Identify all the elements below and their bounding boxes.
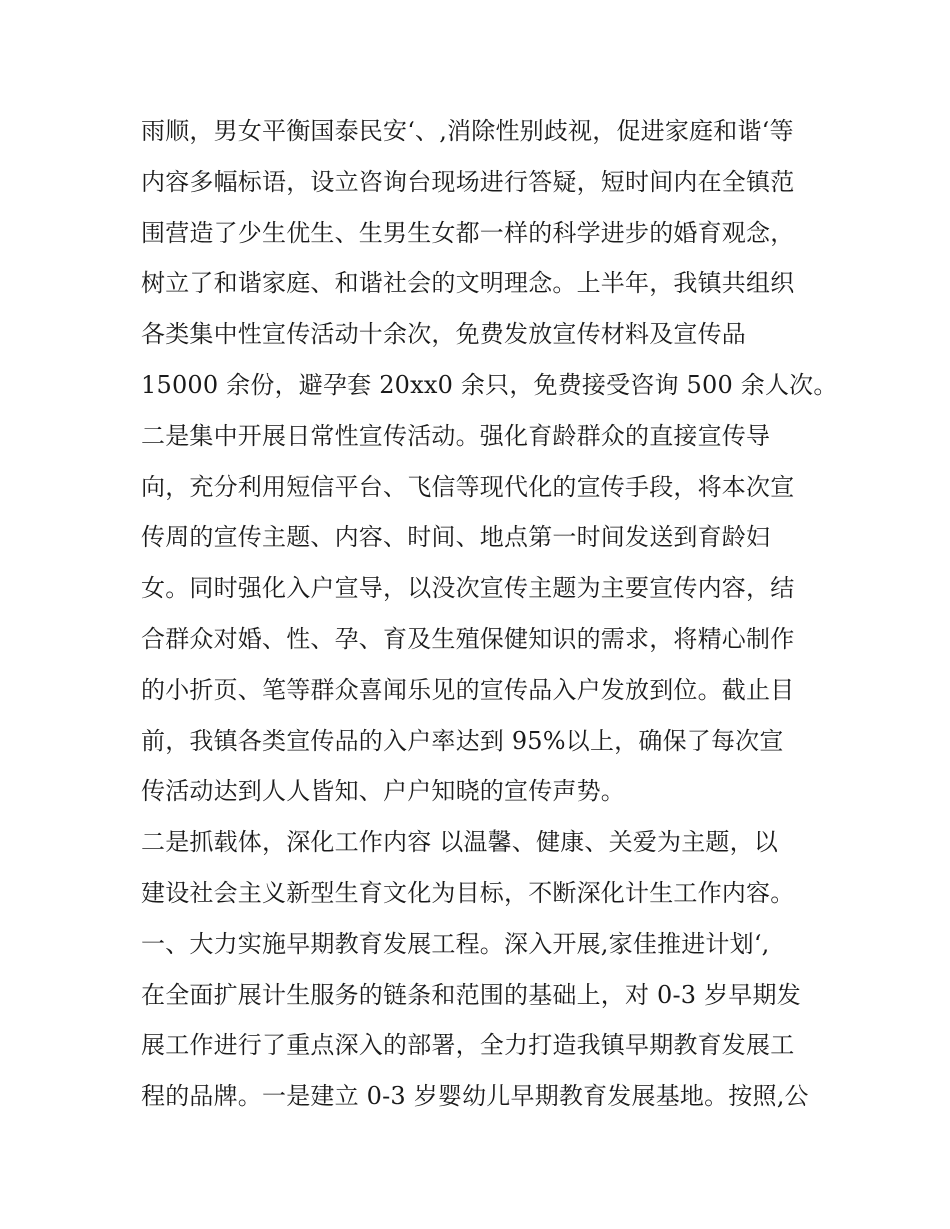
text-line: 内容多幅标语，设立咨询台现场进行答疑，短时间内在全镇范 xyxy=(141,167,795,196)
text-line: 各类集中性宣传活动十余次，免费发放宣传材料及宣传品 xyxy=(141,320,746,349)
text-line: 向，充分利用短信平台、飞信等现代化的宣传手段，将本次宣 xyxy=(141,472,795,501)
text-line: 传周的宣传主题、内容、时间、地点第一时间发送到育龄妇 xyxy=(141,523,771,552)
text-line: 雨顺，男女平衡国泰民安‘、,消除性别歧视，促进家庭和谐‘等 xyxy=(141,117,794,145)
text-line: 合群众对婚、性、孕、育及生殖保健知识的需求，将精心制作 xyxy=(141,624,795,653)
text-line: 展工作进行了重点深入的部署，全力打造我镇早期教育发展工 xyxy=(141,1031,795,1060)
text-line: 程的品牌。一是建立 0-3 岁婴幼儿早期教育发展基地。按照,公 xyxy=(141,1082,809,1111)
text-line: 在全面扩展计生服务的链条和范围的基础上，对 0-3 岁早期发 xyxy=(141,980,801,1009)
text-line: 女。同时强化入户宣导，以没次宣传主题为主要宣传内容，结 xyxy=(141,574,795,603)
text-line: 围营造了少生优生、生男生女都一样的科学进步的婚育观念， xyxy=(141,218,795,247)
body-text xyxy=(141,106,838,1122)
text-line: 树立了和谐家庭、和谐社会的文明理念。上半年，我镇共组织 xyxy=(141,269,795,298)
text-line: 二是抓载体，深化工作内容 以温馨、健康、关爱为主题，以 xyxy=(141,828,779,857)
text-line: 建设社会主义新型生育文化为目标，不断深化计生工作内容。 xyxy=(141,878,795,907)
text-line: 传活动达到人人皆知、户户知晓的宣传声势。 xyxy=(141,777,625,806)
text-line: 的小折页、笔等群众喜闻乐见的宣传品入户发放到位。截止目 xyxy=(141,675,795,704)
text-line: 二是集中开展日常性宣传活动。强化育龄群众的直接宣传导 xyxy=(141,421,771,450)
text-line: 一、大力实施早期教育发展工程。深入开展,家佳推进计划‘, xyxy=(141,929,770,958)
text-line: 15000 余份，避孕套 20xx0 余只，免费接受咨询 500 余人次。 xyxy=(141,370,838,399)
text-line: 前，我镇各类宣传品的入户率达到 95%以上，确保了每次宣 xyxy=(141,726,784,755)
